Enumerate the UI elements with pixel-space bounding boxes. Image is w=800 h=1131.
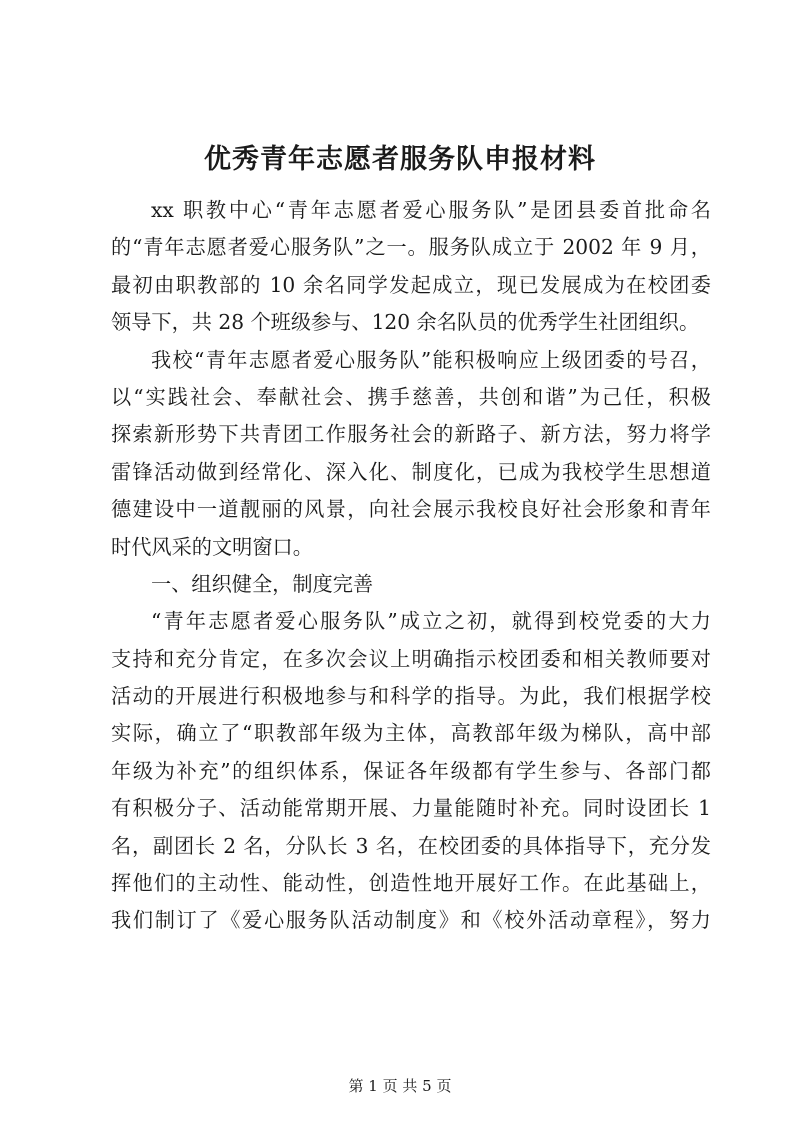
text-line: 年级为补充”的组织体系，保证各年级都有学生参与、各部门都 (111, 758, 711, 783)
text-line: 有积极分子、活动能常期开展、力量能随时补充。同时设团长 1 (111, 796, 711, 821)
text-line: 以“实践社会、奉献社会、携手慈善，共创和谐”为己任，积极 (111, 384, 711, 409)
text-line: 领导下，共 28 个班级参与、120 余名队员的优秀学生社团组织。 (111, 310, 700, 335)
text-line: 时代风采的文明窗口。 (111, 534, 313, 559)
text-line: 支持和充分肯定，在多次会议上明确指示校团委和相关教师要对 (111, 646, 711, 671)
text-line: 挥他们的主动性、能动性，创造性地开展好工作。在此基础上， (111, 871, 711, 896)
text-line: xx 职教中心“青年志愿者爱心服务队”是团县委首批命名 (151, 198, 711, 222)
document-title: 优秀青年志愿者服务队申报材料 (204, 144, 596, 175)
text-line: 探索新形势下共青团工作服务社会的新路子、新方法，努力将学 (111, 422, 711, 447)
section-heading: 一、组织健全，制度完善 (151, 571, 374, 596)
text-line: 名，副团长 2 名，分队长 3 名，在校团委的具体指导下，充分发 (111, 833, 711, 858)
text-line: 我校“青年志愿者爱心服务队”能积极响应上级团委的号召， (151, 347, 711, 372)
text-line: 我们制订了《爱心服务队活动制度》和《校外活动章程》，努力 (111, 908, 711, 933)
text-line: “青年志愿者爱心服务队”成立之初，就得到校党委的大力 (151, 609, 711, 634)
document-body (111, 192, 711, 940)
text-line: 实际，确立了“职教部年级为主体，高教部年级为梯队，高中部 (111, 721, 711, 746)
text-line: 的“青年志愿者爱心服务队”之一。服务队成立于 2002 年 9 月， (111, 235, 711, 260)
page-footer: 第 1 页 共 5 页 (348, 1077, 452, 1095)
text-line: 活动的开展进行积极地参与和科学的指导。为此，我们根据学校 (111, 684, 711, 709)
text-line: 最初由职教部的 10 余名同学发起成立，现已发展成为在校团委 (111, 272, 711, 297)
text-line: 德建设中一道靓丽的风景，向社会展示我校良好社会形象和青年 (111, 497, 711, 522)
text-line: 雷锋活动做到经常化、深入化、制度化，已成为我校学生思想道 (111, 459, 711, 484)
